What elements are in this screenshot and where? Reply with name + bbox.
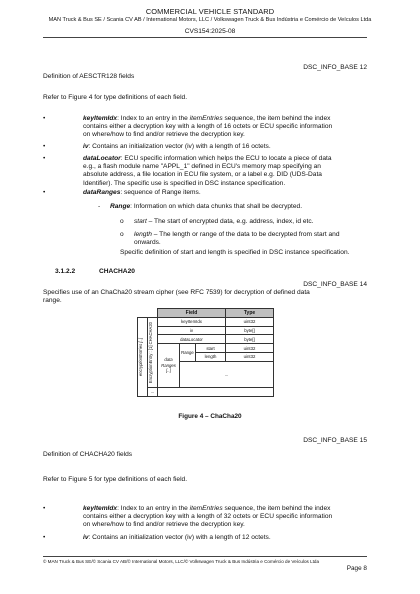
empty-cell <box>158 387 274 396</box>
inner-vertical-cell <box>148 317 158 387</box>
type-cell: uint32 <box>226 317 274 326</box>
term-start: start <box>134 218 147 225</box>
section1-refer: Refer to Figure 4 for type definitions of each field. <box>43 94 188 101</box>
bullet-text: sequence, the item behind the index <box>222 115 331 122</box>
entries-ellipsis-cell: ... <box>148 387 158 396</box>
bullet-text: on where/how to find and/or retrieve the decryption key. <box>83 131 245 139</box>
term-range: Range <box>110 203 131 210</box>
bullet-iv <box>83 143 271 151</box>
section2-tag: DSC_INFO_BASE 14 <box>303 281 367 288</box>
term-itementries: itemEntries <box>189 505 223 512</box>
bullet-text: contains either a decryption key with a length of 16 octets or ECU specific information <box>83 123 333 131</box>
data-ranges-label: [..] <box>166 368 171 374</box>
term-keyitemidx: keyItemIdx <box>83 115 118 122</box>
document-title: COMMERCIAL VEHICLE STANDARD <box>145 7 275 16</box>
footer-copyright: © MAN Truck & Bus SE/© Scania CV AB/© International Motors, LLC/© Volkswagen Truck & Bus Indústria e Comércio de Veículos Ltda <box>43 559 320 564</box>
term-dataranges: dataRanges <box>83 189 121 196</box>
bullet-text: contains either a decryption key with a length of 32 octets or ECU specific information <box>83 513 333 521</box>
bullet-keyitemidx <box>83 115 373 140</box>
term-itementries: itemEntries <box>189 115 223 122</box>
circle-symbol: o <box>120 218 124 225</box>
outer-vertical-cell <box>138 317 148 396</box>
bullet-text: on where/how to find and/or retrieve the decryption key. <box>83 521 245 529</box>
intro-line: range. <box>43 297 62 305</box>
section3-tag: DSC_INFO_BASE 15 <box>303 437 367 444</box>
field-cell: keyItemIdx <box>158 317 226 326</box>
bullet-iv-2 <box>83 534 271 542</box>
range-cell: Range <box>180 344 196 362</box>
bullet-text: Identifier). The specific use is specified in DSC instance specification. <box>83 179 286 187</box>
dash-symbol: - <box>98 203 101 210</box>
circle-symbol: o <box>120 231 124 238</box>
length-item <box>134 231 374 247</box>
header-divider <box>43 37 367 38</box>
term-iv: iv <box>83 534 89 541</box>
empty-cell <box>148 309 158 318</box>
data-ranges-cell <box>158 344 180 388</box>
bullet-symbol: • <box>43 505 46 512</box>
section1-tag: DSC_INFO_BASE 12 <box>303 64 367 71</box>
field-cell: dataLocator <box>158 335 226 344</box>
intro-line: Specifies use of an ChaCha20 stream cipher (see RFC 7539) for decryption of defined data <box>43 289 310 296</box>
section3-definition: Definition of CHACHA20 fields <box>43 451 133 458</box>
section2-intro <box>43 289 373 305</box>
document-id: CVS154:2025-08 <box>184 28 236 35</box>
encryption-entry-label: EncryptionEntry : [1] CHACHA20 <box>148 321 153 383</box>
bullet-datalocator <box>83 155 373 188</box>
empty-cell <box>138 309 148 318</box>
figure-caption: Figure 4 – ChaCha20 <box>178 413 242 420</box>
bullet-symbol: • <box>43 115 46 122</box>
bullet-text: absolute address, a file location in ECU file system, or a label e.g. DID (UDS-Data <box>83 171 322 179</box>
bullet-dataranges <box>83 189 201 197</box>
length-text: – The length or range of the data to be decrypted from start and <box>151 231 340 238</box>
type-cell: uint32 <box>226 344 274 353</box>
section2-title: CHACHA20 <box>99 268 135 275</box>
range-item <box>110 203 302 211</box>
document-companies: MAN Truck & Bus SE / Scania CV AB / International Motors, LLC / Volkswagen Truck & Bus Indústria e Comércio de Veículos Ltda <box>48 17 372 23</box>
term-iv: iv <box>83 143 89 150</box>
type-cell: byte[] <box>226 326 274 335</box>
range-text: : Information on which data chunks that shall be decrypted. <box>130 203 303 210</box>
type-cell: byte[] <box>226 335 274 344</box>
bullet-text: sequence, the item behind the index <box>222 505 331 512</box>
section1-definition: Definition of AESCTR128 fields <box>43 73 135 80</box>
length-cell: length <box>196 352 226 361</box>
bullet-symbol: • <box>43 143 46 150</box>
length-text: onwards. <box>134 239 161 247</box>
figure-chacha20-table <box>137 308 273 412</box>
ranges-ellipsis-cell: ... <box>180 361 274 387</box>
type-cell: uint32 <box>226 352 274 361</box>
bullet-text: : Index to an entry in the <box>117 115 190 122</box>
start-text: – The start of encrypted data, e.g. address, index, id etc. <box>146 218 314 225</box>
bullet-symbol: • <box>43 534 46 541</box>
bullet-text: : Contains an initialization vector (iv) with a length of 12 octets. <box>88 534 271 541</box>
start-cell: start <box>196 344 226 353</box>
term-keyitemidx: keyItemIdx <box>83 505 118 512</box>
bullet-symbol: • <box>43 189 46 196</box>
bullet-text: e.g., a flash module name "APPL_1" defined in ECU's memory map specifying an <box>83 163 321 171</box>
header-type: Type <box>226 309 274 318</box>
section3-refer: Refer to Figure 5 for type definitions of each field. <box>43 476 188 483</box>
bullet-keyitemidx-2 <box>83 505 373 530</box>
bullet-text: : Contains an initialization vector (iv) with a length of 16 octets. <box>88 143 271 150</box>
field-cell: iv <box>158 326 226 335</box>
section2-number: 3.1.2.2 <box>55 268 76 275</box>
encryption-entries-label: encryptionEntries [..] <box>138 337 143 376</box>
start-item <box>134 218 313 226</box>
page-number: Page 8 <box>346 565 367 572</box>
bullet-text: : Index to an entry in the <box>117 505 190 512</box>
bullet-symbol: • <box>43 155 46 162</box>
term-length: length <box>134 231 152 238</box>
bullet-text: : ECU specific information which helps the ECU to locate a piece of data <box>120 155 332 162</box>
footer-divider <box>43 556 367 557</box>
bullet-text: : sequence of Range items. <box>120 189 201 196</box>
data-ranges-label: data <box>164 357 173 363</box>
specific-definition: Specific definition of start and length is specified in DSC instance specification. <box>120 249 350 256</box>
term-datalocator: dataLocator <box>83 155 121 162</box>
header-field: Field <box>158 309 226 318</box>
data-ranges-label: Ranges <box>161 362 176 368</box>
